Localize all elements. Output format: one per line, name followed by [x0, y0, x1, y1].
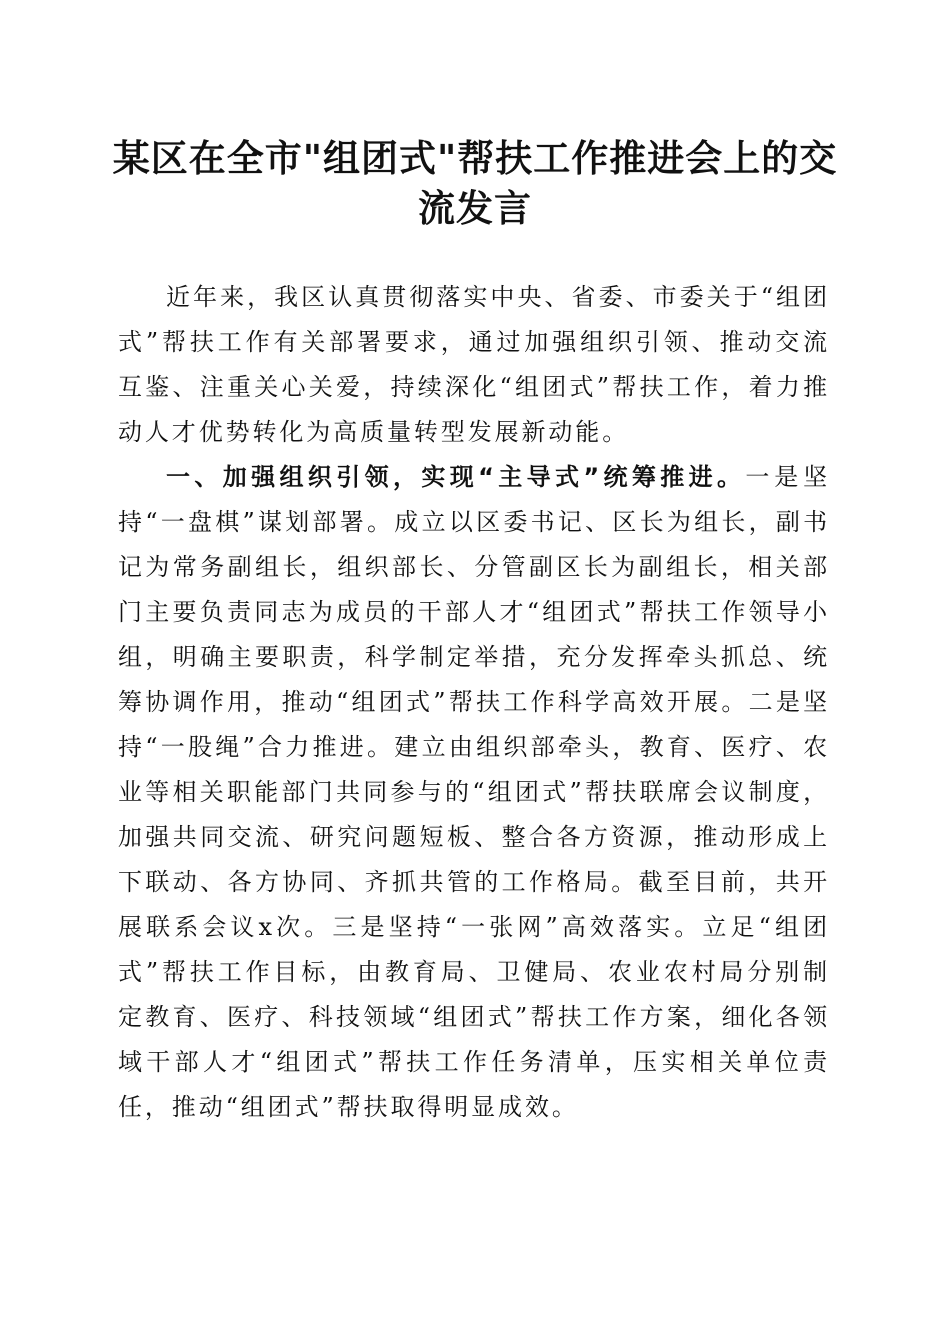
section-1-paragraph	[118, 455, 830, 1130]
section-1-text: 一是坚持“一盘棋”谋划部署。成立以区委书记、区长为组长，副书记为常务副组长，组织部长、分管副区长为副组长，相关部门主要负责同志为成员的干部人才“组团式”帮扶工作领导小组，明确主要职责，科学制定举措，充分发挥牵头抓总、统筹协调作用，推动“组团式”帮扶工作科学高效开展。二是坚持“一股绳”合力推进。建立由组织部牵头，教育、医疗、农业等相关职能部门共同参与的“组团式”帮扶联席会议制度，加强共同交流、研究问题短板、整合各方资源，推动形成上下联动、各方协同、齐抓共管的工作格局。截至目前，共开展联系会议x次。三是坚持“一张网”高效落实。立足“组团式”帮扶工作目标，由教育局、卫健局、农业农村局分别制定教育、医疗、科技领域“组团式”帮扶工作方案，细化各领域干部人才“组团式”帮扶工作任务清单，压实相关单位责任，推动“组团式”帮扶取得明显成效。	[118, 463, 831, 1121]
intro-paragraph: 近年来，我区认真贯彻落实中央、省委、市委关于“组团式”帮扶工作有关部署要求，通过加强组织引领、推动交流互鉴、注重关心关爱，持续深化“组团式”帮扶工作，着力推动人才优势转化为高质量转型发展新动能。	[118, 283, 830, 446]
document-body	[118, 275, 830, 1130]
document-title: 某区在全市"组团式"帮扶工作推进会上的交流发言	[112, 136, 838, 230]
section-1-heading: 一、加强组织引领，实现“主导式”统筹推进。	[166, 463, 746, 491]
